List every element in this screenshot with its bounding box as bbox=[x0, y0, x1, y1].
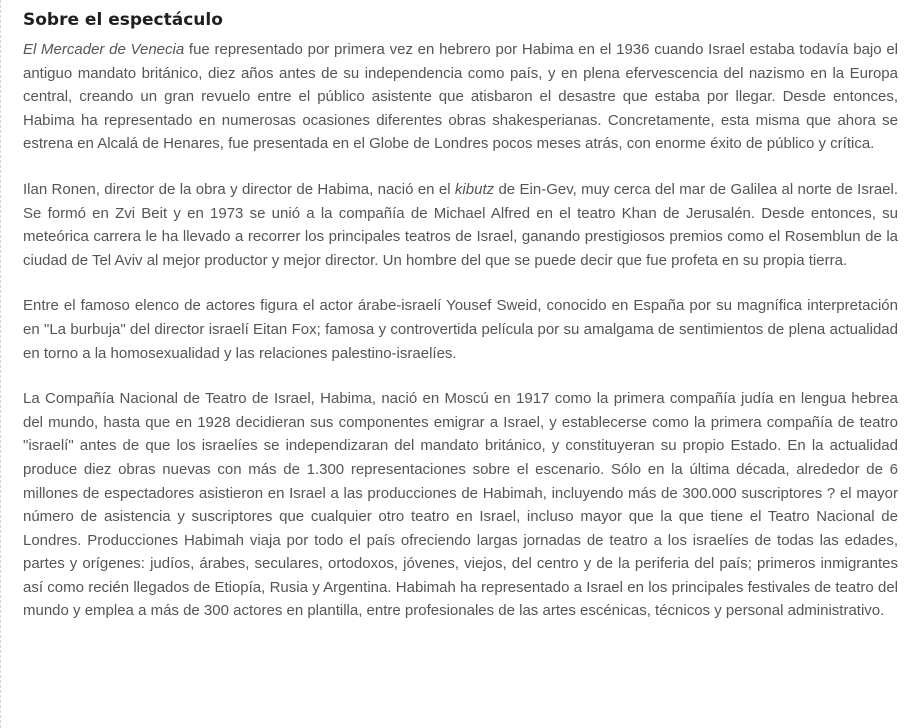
paragraph-director bbox=[23, 178, 898, 272]
paragraph-text: Ilan Ronen, director de la obra y director de Habima, nació en el bbox=[23, 180, 455, 198]
kibutz-emphasis: kibutz bbox=[454, 180, 495, 198]
play-title-emphasis: El Mercader de Venecia bbox=[23, 41, 185, 58]
paragraph-cast: Entre el famoso elenco de actores figura el actor árabe-israelí Yousef Sweid, conocido en España por su magnífica interpretación en "La burbuja" del director israelí Eitan Fox; famosa y controvertida película por su amalgama de sentimientos de plena actualidad en torno a la homosexualidad y las relaciones palestino-israelíes. bbox=[23, 297, 898, 362]
section-title: Sobre el espectáculo bbox=[23, 10, 223, 30]
paragraph-company: La Compañía Nacional de Teatro de Israel, Habima, nació en Moscú en 1917 como la primera compañía judía en lengua hebrea del mundo, hasta que en 1928 decidieran sus componentes emigrar a Israel, y establecerse como la primera compañía de teatro "israelí" antes de que los israelíes se independizaran del mandato británico, y constituyeran su propio Estado. En la actualidad produce diez obras nuevas con más de 1.300 representaciones sobre el escenario. Sólo en la última década, alrededor de 6 millones de espectadores asistieron en Israel a las producciones de Habimah, incluyendo más de 300.000 suscriptores ? el mayor número de asistencia y suscriptores que cualquier otro teatro en Israel, incluso mayor que la que tiene el Teatro Nacional de Londres. Producciones Habimah viaja por todo el país ofreciendo largas jornadas de teatro a los israelíes de todas las edades, partes y orígenes: judíos, árabes, seculares, ortodoxos, jóvenes, viejos, del centro y de la periferia del país; primeros inmigrantes así como recién llegados de Etiopía, Rusia y Argentina. Habimah ha representado a Israel en los principales festivales de teatro del mundo y emplea a más de 300 actores en plantilla, entre profesionales de las artes escénicas, técnicos y personal administrativo. bbox=[23, 390, 898, 620]
paragraph-text: fue representado por primera vez en hebrero por Habima en el 1936 cuando Israel estaba todavía bajo el antiguo mandato británico, diez años antes de su independencia como país, y en plena efervescencia del nazismo en la Europa central, creando un gran revuelo entre el público asistente que atisbaron el desastre que estaba por llegar. Desde entonces, Habima ha representado en numerosas ocasiones diferentes obras shakesperianas. Concretamente, esta misma que ahora se estrena en Alcalá de Henares, fue presentada en el Globe de Londres pocos meses atrás, con enorme éxito de público y crítica. bbox=[23, 41, 898, 153]
paragraph-text: de Ein-Gev, muy cerca del mar de Galilea al norte de Israel. Se formó en Zvi Beit y en 1973 se unió a la compañía de Michael Alfred en el teatro Khan de Jerusalén. Desde entonces, su meteórica carrera le ha llevado a recorrer los principales teatros de Israel, ganando prestigiosos premios como el Rosemblun de la ciudad de Tel Aviv al mejor productor y mejor director. Un hombre del que se puede decir que fue profeta en su propia tierra. bbox=[23, 180, 898, 269]
paragraph-mercader bbox=[23, 38, 898, 156]
